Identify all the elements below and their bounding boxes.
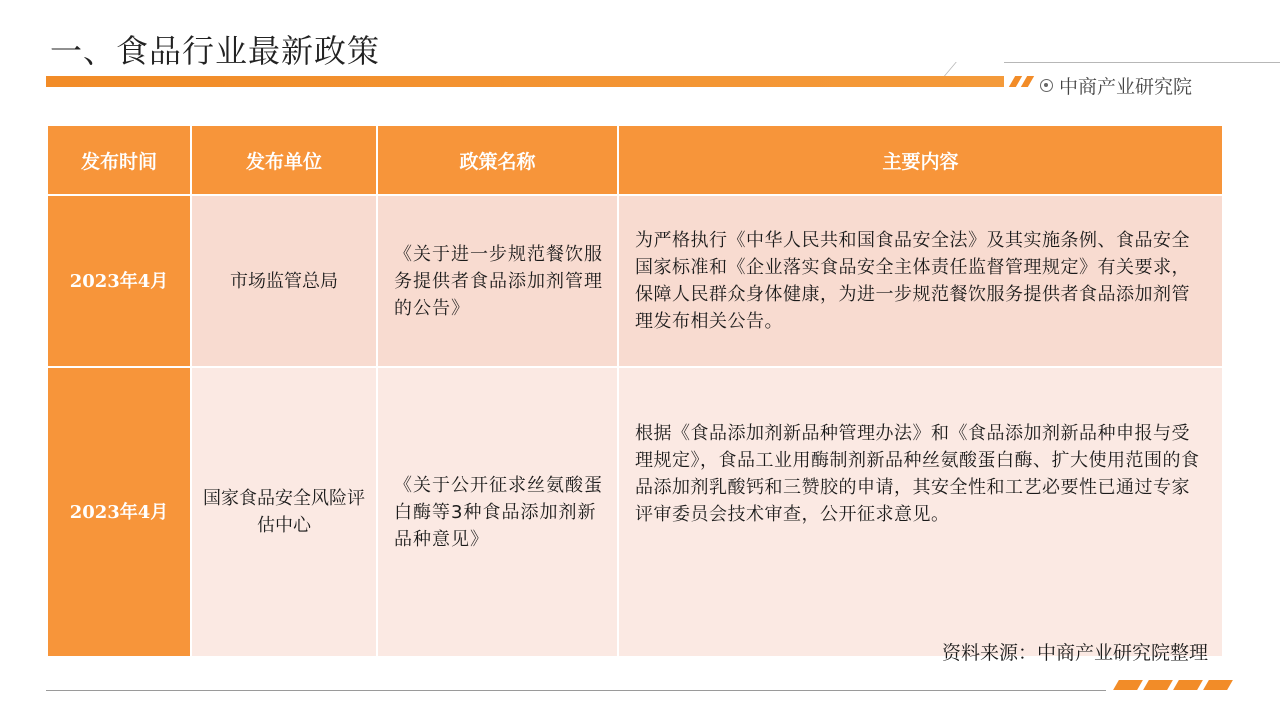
table-row: [47, 367, 1223, 657]
title-accent-bar: [46, 76, 1004, 87]
column-header-name: 政策名称: [377, 125, 618, 195]
date-cell: 2023年4月: [47, 195, 191, 367]
accent-stripe: [1021, 76, 1034, 87]
brand-name: 中商产业研究院: [1059, 76, 1193, 98]
unit-cell: 国家食品安全风险评估中心: [191, 367, 377, 657]
column-header-date: 发布时间: [47, 125, 191, 195]
column-header-unit: 发布单位: [191, 125, 377, 195]
content-cell: 根据《食品添加剂新品种管理办法》和《食品添加剂新品种申报与受理规定》，食品工业用酶制剂新品种丝氨酸蛋白酶、扩大使用范围的食品添加剂乳酸钙和三赞胶的申请，其安全性和工艺必要性已通过专家评审委员会技术审查，公开征求意见。: [618, 367, 1223, 657]
date-cell: 2023年4月: [47, 367, 191, 657]
accent-stripe: [1143, 680, 1173, 690]
source-note: 资料来源：中商产业研究院整理: [941, 642, 1208, 664]
column-header-content: 主要内容: [618, 125, 1223, 195]
accent-stripe: [1009, 76, 1022, 87]
policy-table: [46, 124, 1224, 658]
table-row: [47, 195, 1223, 367]
content-cell: 为严格执行《中华人民共和国食品安全法》及其实施条例、食品安全国家标准和《企业落实食品安全主体责任监督管理规定》有关要求，保障人民群众身体健康，为进一步规范餐饮服务提供者食品添加剂管理发布相关公告。: [618, 195, 1223, 367]
page-title: 一、食品行业最新政策: [50, 32, 381, 70]
unit-cell: 市场监管总局: [191, 195, 377, 367]
bottom-divider: [46, 690, 1106, 691]
policy-name-cell: 《关于公开征求丝氨酸蛋白酶等3种食品添加剂新品种意见》: [377, 367, 618, 657]
accent-stripe: [1203, 680, 1233, 690]
policy-name-cell: 《关于进一步规范餐饮服务提供者食品添加剂管理的公告》: [377, 195, 618, 367]
accent-stripe: [1173, 680, 1203, 690]
divider-line: [944, 62, 957, 76]
divider-line: [1004, 62, 1280, 63]
table-header-row: [47, 125, 1223, 195]
brand-label: [1040, 72, 1192, 99]
accent-stripe: [1113, 680, 1143, 690]
target-icon: [1040, 79, 1053, 92]
